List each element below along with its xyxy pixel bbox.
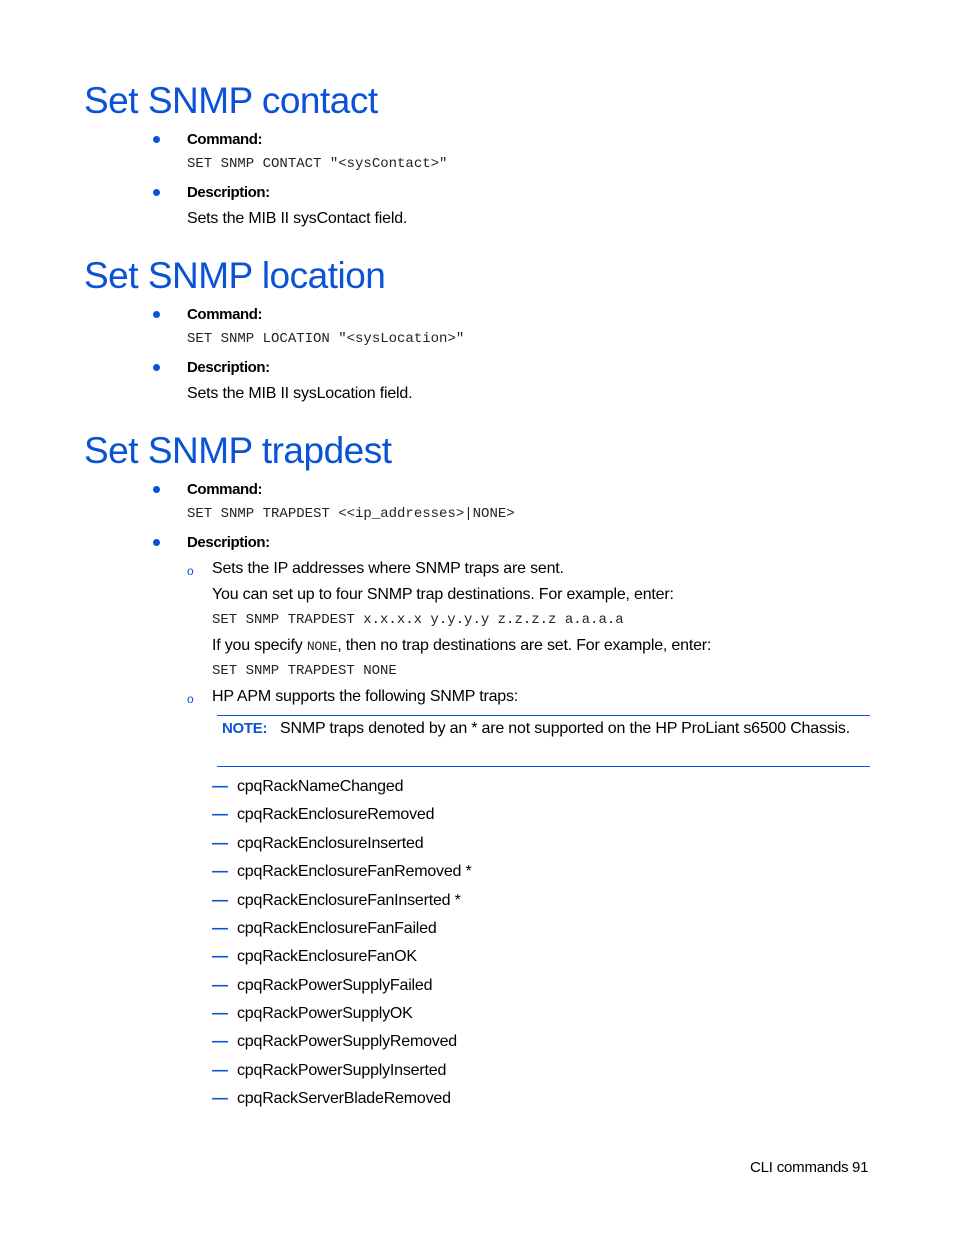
command-code: SET SNMP TRAPDEST <<ip_addresses>|NONE> [187,506,515,522]
text-fragment: If you specify [212,637,307,654]
list-item: cpqRackEnclosureFanRemoved * [237,863,472,880]
section-title: Set SNMP location [84,255,386,296]
description-label: Description: [187,184,270,201]
inline-code: NONE [306,639,338,654]
page-number: 91 [852,1159,869,1176]
dash-bullet-icon: — [212,1062,228,1079]
example-code: SET SNMP TRAPDEST x.x.x.x y.y.y.y z.z.z.z a.a.a.a [212,612,624,628]
dash-bullet-icon: — [212,977,228,994]
command-label: Command: [187,131,263,148]
command-code: SET SNMP LOCATION "<sysLocation>" [187,331,465,347]
list-item: cpqRackEnclosureFanFailed [237,920,437,937]
description-label: Description: [187,359,270,376]
footer-section: CLI commands [750,1159,849,1176]
command-label: Command: [187,306,263,323]
bullet-icon [153,486,160,493]
list-item: cpqRackServerBladeRemoved [237,1090,451,1107]
description-text: Sets the MIB II sysLocation field. [187,385,413,402]
description-text: Sets the IP addresses where SNMP traps are sent. [212,560,564,577]
command-label: Command: [187,481,263,498]
dash-bullet-icon: — [212,778,228,795]
note-label: NOTE: [222,720,268,737]
bullet-icon [153,136,160,143]
description-text [212,638,711,654]
dash-bullet-icon: — [212,892,228,909]
description-text: You can set up to four SNMP trap destinations. For example, enter: [212,586,674,603]
text-fragment: , then no trap destinations are set. For example, enter: [337,637,712,654]
section-title: Set SNMP contact [84,80,378,121]
list-item: cpqRackNameChanged [237,778,404,795]
bullet-icon [153,311,160,318]
dash-bullet-icon: — [212,863,228,880]
list-item: cpqRackEnclosureFanOK [237,948,417,965]
list-item: cpqRackPowerSupplyInserted [237,1062,447,1079]
sub-bullet-icon: o [187,564,194,578]
bullet-icon [153,364,160,371]
note-top-rule [217,715,870,716]
note-bottom-rule [217,766,870,767]
dash-bullet-icon: — [212,835,228,852]
list-item: cpqRackEnclosureFanInserted * [237,892,461,909]
list-item: cpqRackPowerSupplyRemoved [237,1033,458,1050]
note-text: SNMP traps denoted by an * are not supported on the HP ProLiant s6500 Chassis. [280,720,850,737]
dash-bullet-icon: — [212,1090,228,1107]
list-item: cpqRackEnclosureRemoved [237,806,435,823]
dash-bullet-icon: — [212,1033,228,1050]
bullet-icon [153,539,160,546]
dash-bullet-icon: — [212,920,228,937]
description-text: Sets the MIB II sysContact field. [187,210,408,227]
dash-bullet-icon: — [212,948,228,965]
bullet-icon [153,189,160,196]
dash-bullet-icon: — [212,806,228,823]
dash-bullet-icon: — [212,1005,228,1022]
description-text: HP APM supports the following SNMP traps: [212,688,519,705]
sub-bullet-icon: o [187,692,194,706]
example-code: SET SNMP TRAPDEST NONE [212,663,397,679]
section-title: Set SNMP trapdest [84,430,392,471]
command-code: SET SNMP CONTACT "<sysContact>" [187,156,448,172]
list-item: cpqRackPowerSupplyFailed [237,977,433,994]
list-item: cpqRackEnclosureInserted [237,835,424,852]
list-item: cpqRackPowerSupplyOK [237,1005,413,1022]
description-label: Description: [187,534,270,551]
